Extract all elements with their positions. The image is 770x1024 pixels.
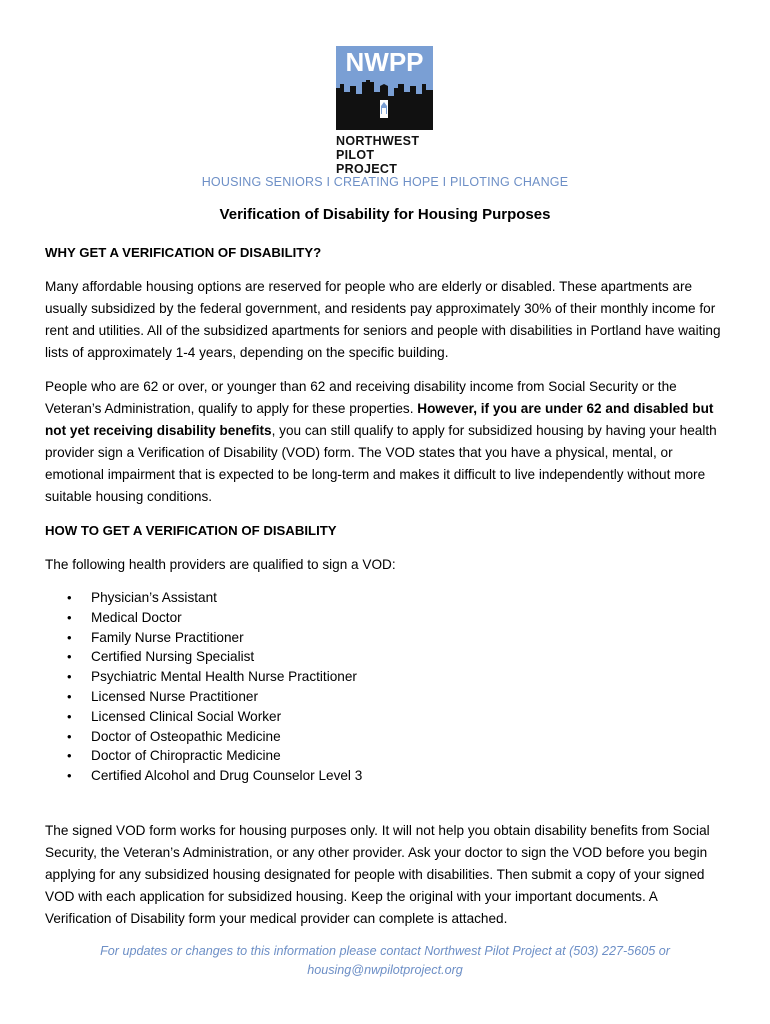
bullet-icon: • [67, 688, 72, 704]
list-item: • Licensed Nurse Practitioner [67, 687, 727, 707]
provider-list [45, 588, 727, 786]
main-content [45, 242, 727, 942]
section-heading-why: WHY GET A VERIFICATION OF DISABILITY? [45, 245, 322, 260]
bullet-icon: • [67, 609, 72, 625]
providers-intro: The following health providers are qualified to sign a VOD: [45, 557, 396, 572]
tagline: HOUSING SENIORS I CREATING HOPE I PILOTING CHANGE [201, 175, 569, 189]
footer-line1: For updates or changes to this information please contact Northwest Pilot Project at (503) 227-5605 or [100, 944, 670, 958]
list-item: • Doctor of Chiropractic Medicine [67, 746, 727, 766]
logo-box [336, 46, 433, 130]
bullet-icon: • [67, 629, 72, 645]
bullet-icon: • [67, 669, 72, 685]
list-item: • Physician’s Assistant [67, 588, 727, 608]
paragraph-affordable-housing: Many affordable housing options are reserved for people who are elderly or disabled. These apartments are usually subsidized by the federal government, and residents pay approximately 30% of their monthly income for rent and utilities. All of the subsidized apartments for seniors and people with disabilities in Portland have waiting lists of approximately 1-4 years, depending on the specific building. [45, 279, 721, 360]
nwpp-logo [336, 46, 436, 176]
bullet-icon: • [67, 728, 72, 744]
footer-email-link[interactable]: housing@nwpilotproject.org [307, 963, 463, 977]
list-item: • Medical Doctor [67, 608, 727, 628]
eligibility-text-bold: However, if you are under 62 and disabled but not yet receiving disability benefits [45, 401, 714, 438]
logo-name-line1: NORTHWEST [336, 134, 420, 148]
bullet-icon: • [67, 649, 72, 665]
list-item: • Family Nurse Practitioner [67, 628, 727, 648]
list-item: • Psychiatric Mental Health Nurse Practitioner [67, 667, 727, 687]
list-item: • Certified Nursing Specialist [67, 647, 727, 667]
eligibility-text-start: People who are 62 or over, or younger than 62 and receiving disability income from Social Security or the Veteran’s Administration, qualify to apply for these properties. [45, 379, 677, 416]
bullet-icon: • [67, 768, 72, 784]
city-skyline-icon [336, 80, 433, 130]
bullet-icon: • [67, 590, 72, 605]
footer-contact [0, 942, 770, 980]
bullet-icon: • [67, 708, 72, 724]
list-item: • Licensed Clinical Social Worker [67, 707, 727, 727]
paragraph-eligibility [45, 376, 727, 508]
paragraph-vod-usage: The signed VOD form works for housing purposes only. It will not help you obtain disability benefits from Social Security, the Veteran’s Administration, or any other provider. Ask your doctor to sign the VOD before you begin applying for any subsidized housing designated for people with disabilities. Then submit a copy of your signed VOD with each application for subsidized housing. Keep the original with your important documents. A Verification of Disability form your medical provider can complete is attached. [45, 822, 710, 926]
eligibility-text-end: , you can still qualify to apply for subsidized housing by having your health provider sign a Verification of Disability (VOD) form. The VOD states that you have a physical, mental, or emotional impairment that is expected to be long-term and makes it difficult to live independently without more suitable housing conditions. [45, 423, 717, 504]
section-heading-how: HOW TO GET A VERIFICATION OF DISABILITY [45, 523, 337, 538]
page-title: Verification of Disability for Housing Purposes [219, 206, 551, 223]
bullet-icon: • [67, 748, 72, 764]
logo-name [336, 134, 436, 176]
logo-name-line2: PILOT PROJECT [336, 148, 398, 176]
list-item: • Doctor of Osteopathic Medicine [67, 727, 727, 747]
logo-abbreviation: NWPP [345, 47, 424, 77]
list-item: • Certified Alcohol and Drug Counselor Level 3 [67, 766, 727, 786]
